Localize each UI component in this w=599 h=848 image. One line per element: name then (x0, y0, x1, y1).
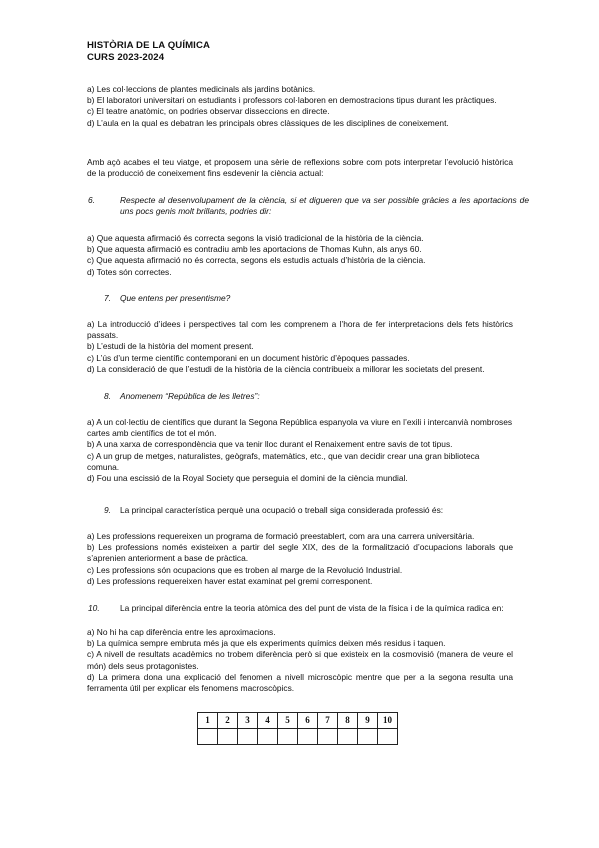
answer-cell-2[interactable] (218, 729, 238, 745)
option-d: d) L’aula en la qual es debatran les principals obres clàssiques de les disciplines de coneixement. (87, 117, 449, 128)
question-9-options (87, 531, 513, 587)
answer-cell-5[interactable] (278, 729, 298, 745)
question-text: Que entens per presentisme? (120, 293, 231, 303)
intro-options (87, 84, 513, 129)
option-c: c) A nivell de resultats acadèmics no trobem diferència però si que existeix en la cosmovisió (manera de veure el món) dels seus protagonistes. (87, 649, 513, 671)
answer-table-input-row (198, 729, 398, 745)
question-text: La principal característica perquè una ocupació o treball siga considerada professió és: (120, 505, 444, 515)
answer-header-cell: 1 (198, 713, 218, 729)
answer-cell-7[interactable] (318, 729, 338, 745)
option-d: d) La consideració de que l’estudi de la història de la ciència contribueix a millorar les societats del present. (87, 363, 485, 374)
answer-table-header-row (198, 713, 398, 729)
question-9 (104, 505, 513, 516)
option-b: b) La química sempre embruta més ja que els experiments químics deixen més residus i taquen. (87, 638, 446, 649)
option-b: b) Que aquesta afirmació es contradiu amb les aportacions de Thomas Kuhn, als anys 60. (87, 244, 422, 255)
document-title: HISTÒRIA DE LA QUÍMICA (87, 40, 211, 51)
option-b: b) Les professions només existeixen a partir del segle XIX, des de la formalització d’ocupacions laborals que s’aprenien anteriorment a base de pràctica. (87, 542, 513, 564)
answer-header-cell: 8 (338, 713, 358, 729)
answer-cell-4[interactable] (258, 729, 278, 745)
answer-cell-10[interactable] (378, 729, 398, 745)
option-a: a) La introducció d’idees i perspectives tal com les comprenem a l’hora de fer interpretacions dels fets històrics passats. (87, 319, 513, 341)
question-8-options (87, 417, 513, 484)
answer-header-cell: 3 (238, 713, 258, 729)
option-a: a) Les col·leccions de plantes medicinals als jardins botànics. (87, 84, 316, 94)
option-a: a) Que aquesta afirmació és correcta segons la visió tradicional de la història de la ciència. (87, 233, 424, 243)
option-a: a) No hi ha cap diferència entre les aproximacions. (87, 627, 276, 637)
question-text: Anomenem “República de les lletres”: (120, 391, 260, 401)
option-d: d) Totes són correctes. (87, 266, 172, 277)
question-6-options (87, 233, 513, 278)
course-label: CURS 2023-2024 (87, 52, 165, 63)
answer-header-cell: 10 (378, 713, 398, 729)
option-b: b) A una xarxa de correspondència que va tenir lloc durant el Renaixement entre savis de tot tipus. (87, 439, 453, 450)
question-8 (104, 391, 513, 402)
answer-cell-1[interactable] (198, 729, 218, 745)
option-c: c) Les professions són ocupacions que es troben al marge de la Revolució Industrial. (87, 564, 403, 575)
answer-cell-6[interactable] (298, 729, 318, 745)
question-7 (104, 293, 513, 304)
answer-cell-9[interactable] (358, 729, 378, 745)
option-d: d) La primera dona una explicació del fenomen a nivell microscòpic mentre que per a la segona resulta una ferramenta útil per explicar els fenomens macroscòpics. (87, 671, 513, 694)
question-text: Respecte al desenvolupament de la ciència, si et digueren que va ser possible gràcies a les aportacions de uns pocs genis molt brillants, podries dir: (120, 195, 529, 217)
answer-table (197, 712, 398, 745)
answer-header-cell: 9 (358, 713, 378, 729)
option-b: b) El laboratori universitari on estudiants i professors col·laboren en demostracions tipus durant les pràctiques. (87, 95, 497, 106)
option-a: a) A un col·lectiu de científics que durant la Segona República espanyola va viure en l’exili i intercanvià nombroses cartes amb científics de tot el món. (87, 417, 513, 439)
question-10-options (87, 627, 513, 694)
question-6 (88, 195, 529, 217)
question-10 (88, 603, 529, 614)
option-c: c) L’ús d’un terme científic contemporani en un document històric d’èpoques passades. (87, 352, 410, 363)
question-text: La principal diferència entre la teoria atòmica des del punt de vista de la física i de la química radica en: (120, 603, 504, 613)
option-b: b) L’estudi de la història del moment present. (87, 341, 254, 352)
option-d: d) Fou una escissió de la Royal Society que perseguia el domini de la ciència mundial. (87, 473, 408, 484)
question-number: 10. (88, 603, 100, 613)
option-d: d) Les professions requereixen haver estat examinat pel gremi corresponent. (87, 575, 373, 586)
answer-header-cell: 2 (218, 713, 238, 729)
answer-header-cell: 7 (318, 713, 338, 729)
answer-cell-8[interactable] (338, 729, 358, 745)
question-7-options (87, 319, 513, 375)
answer-cell-3[interactable] (238, 729, 258, 745)
option-c: c) A un grup de metges, naturalistes, geògrafs, matemàtics, etc., que van decidir crear una gran biblioteca comuna. (87, 450, 480, 472)
answer-header-cell: 6 (298, 713, 318, 729)
answer-header-cell: 4 (258, 713, 278, 729)
question-number: 6. (88, 195, 95, 205)
question-number: 8. (104, 391, 111, 401)
option-c: c) Que aquesta afirmació no és correcta, segons els estudis actuals d’història de la ciència. (87, 255, 426, 266)
option-a: a) Les professions requereixen un programa de formació preestablert, com ara una carrera universitària. (87, 531, 475, 541)
transition-paragraph: Amb açò acabes el teu viatge, et proposem una sèrie de reflexions sobre com pots interpretar l’evolució històrica de la producció de coneixement fins esdevenir la ciència actual: (87, 157, 513, 179)
answer-header-cell: 5 (278, 713, 298, 729)
option-c: c) El teatre anatòmic, on podries observar disseccions en directe. (87, 106, 330, 117)
question-number: 7. (104, 293, 111, 303)
question-number: 9. (104, 505, 111, 515)
